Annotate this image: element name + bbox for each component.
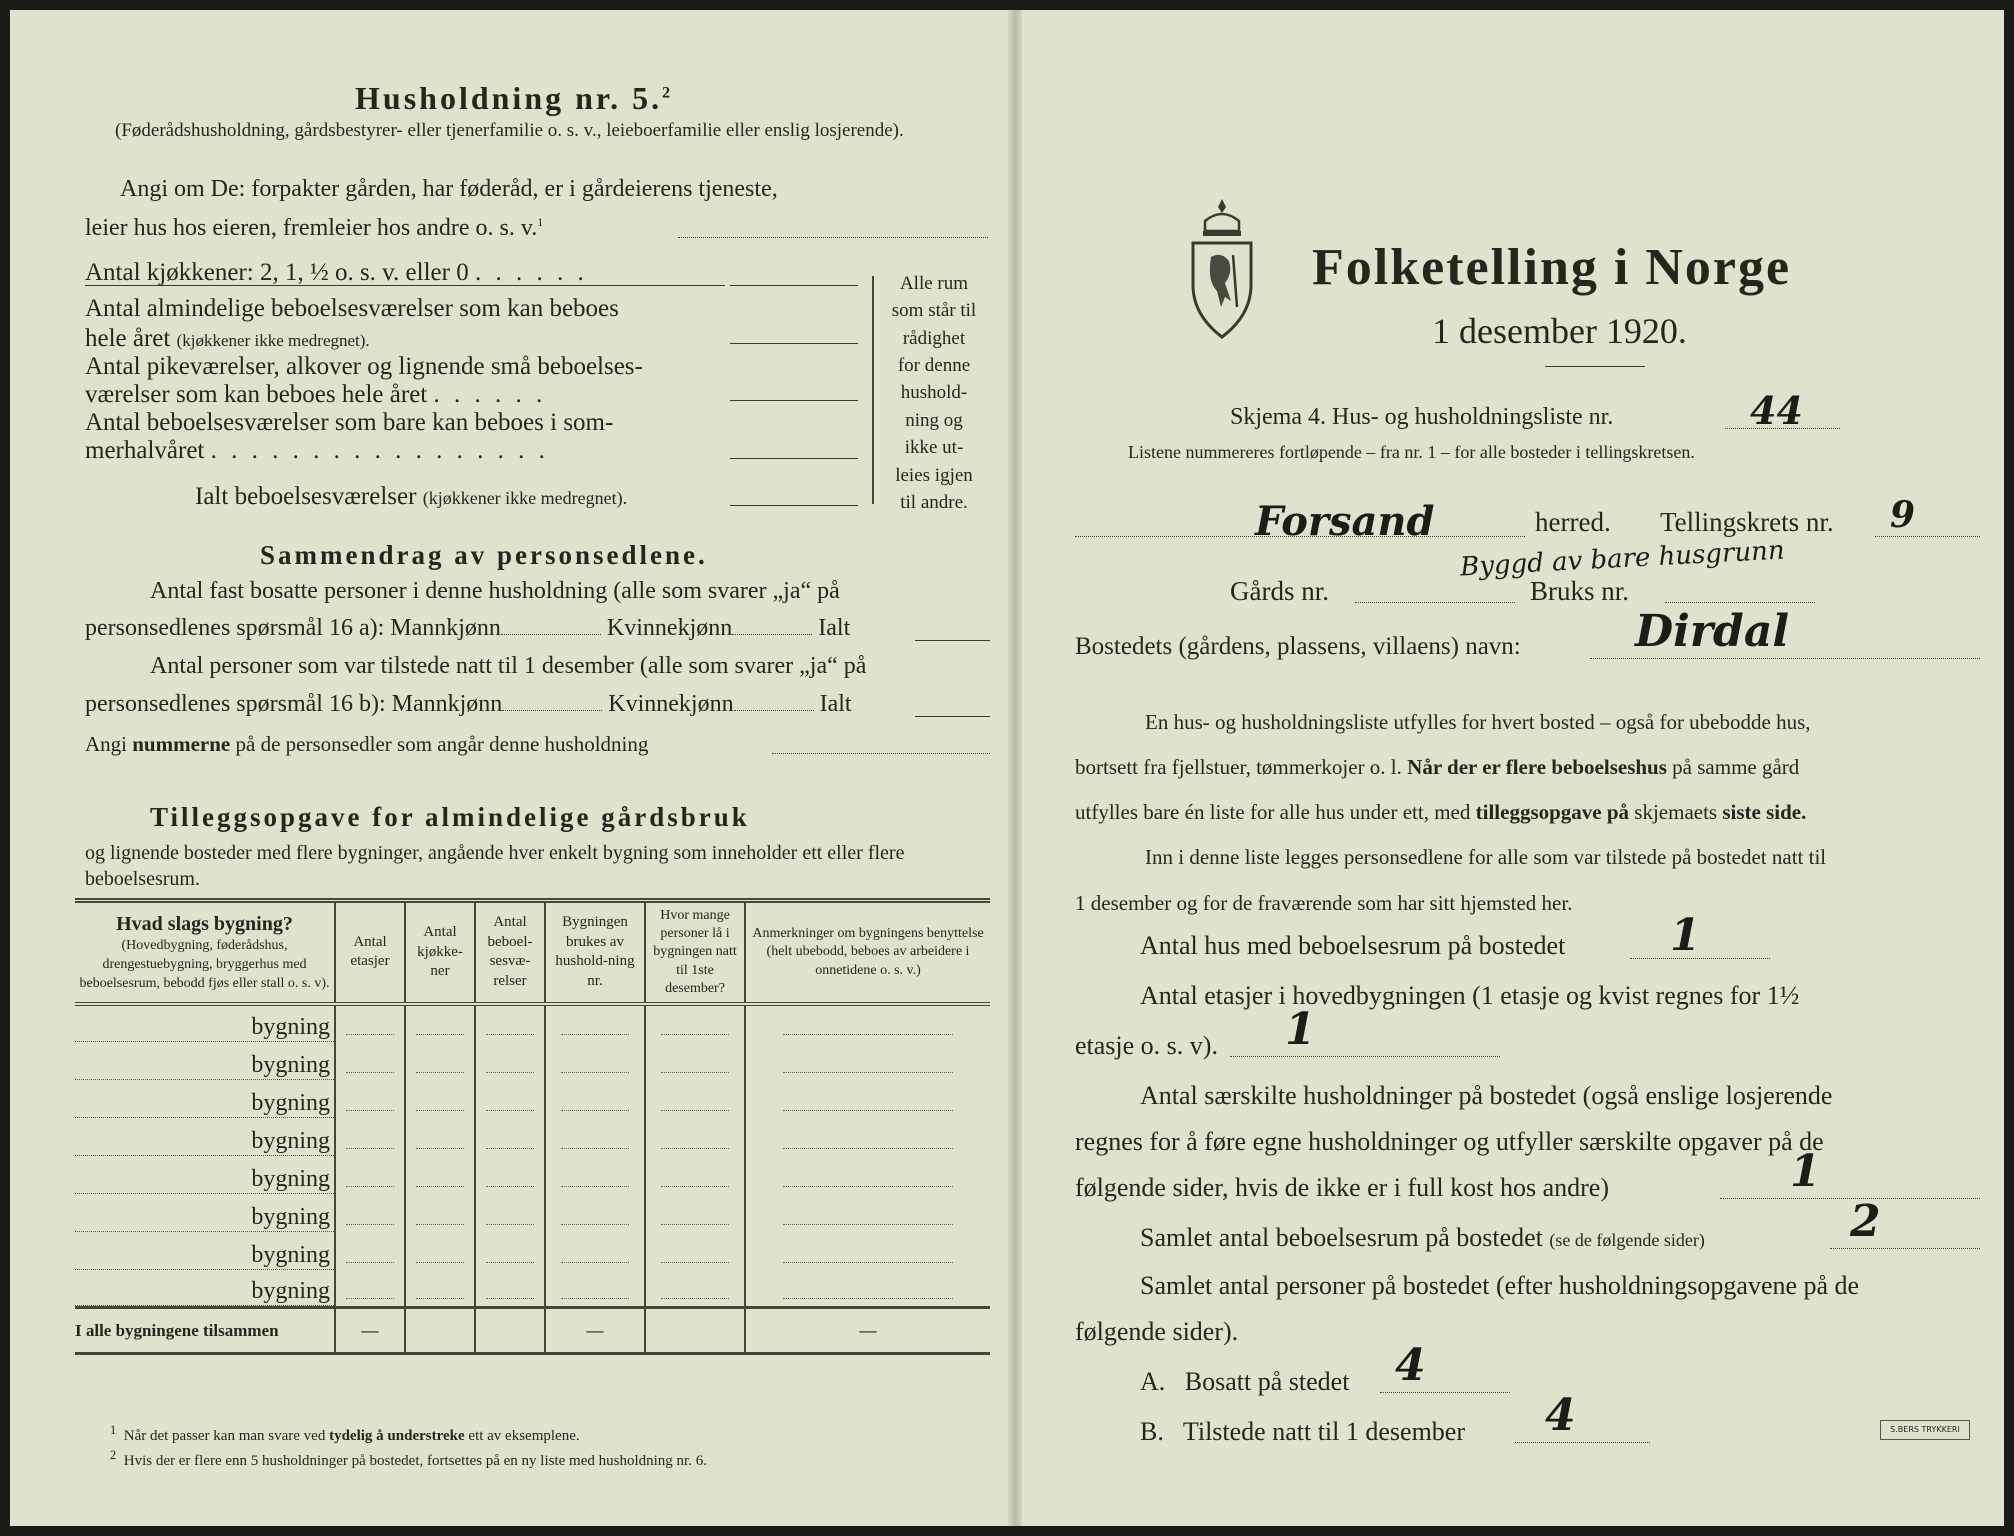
building-label: bygning: [75, 1166, 334, 1194]
buildings-table-body: [75, 1004, 990, 1308]
krets-value: 9: [1890, 494, 1916, 536]
listene-note: Listene nummereres fortløpende – fra nr. 1 – for alle bosteder i tellingskretsen.: [1128, 442, 1695, 462]
fill-line: [416, 1186, 464, 1187]
fill-line: [346, 1072, 394, 1073]
building-type-cell[interactable]: [75, 1232, 335, 1270]
building-row: [75, 1232, 990, 1270]
fill-line: [346, 1298, 394, 1299]
fill-line: [346, 1110, 394, 1111]
fill-line: [416, 1110, 464, 1111]
nummere-answer-line[interactable]: [772, 753, 990, 754]
building-row: [75, 1270, 990, 1308]
building-label: bygning: [75, 1242, 334, 1270]
bruks-line[interactable]: [1665, 602, 1815, 603]
fill-line: [346, 1224, 394, 1225]
bruks-label: Bruks nr.: [1530, 576, 1630, 606]
krets-label: Tellingskrets nr.: [1660, 507, 1834, 537]
fill-line: [783, 1034, 954, 1035]
building-etasjer-cell[interactable]: [335, 1270, 405, 1308]
fill-line: [661, 1034, 730, 1035]
building-etasjer-cell[interactable]: [335, 1232, 405, 1270]
fill-line: [561, 1298, 630, 1299]
fill-line: [486, 1224, 534, 1225]
building-brukes-av-cell[interactable]: [545, 1232, 645, 1270]
building-personer-cell[interactable]: [645, 1042, 745, 1080]
alm-rooms-answer-line[interactable]: [730, 343, 858, 344]
building-etasjer-cell[interactable]: [335, 1004, 405, 1042]
summer-rooms-line2: merhalvåret . . . . . . . . . . . . . . . . .: [85, 437, 549, 464]
building-row: [75, 1004, 990, 1042]
building-anmerkninger-cell[interactable]: [745, 1270, 990, 1308]
summer-rooms-line1: Antal beboelsesværelser som bare kan beboes i som-: [85, 409, 614, 436]
building-anmerkninger-cell[interactable]: [745, 1042, 990, 1080]
building-beboelsesvaerelser-cell[interactable]: [475, 1080, 545, 1118]
building-row: [75, 1080, 990, 1118]
q-etasjer-line2: etasje o. s. v).: [1075, 1031, 1218, 1060]
fill-line: [561, 1072, 630, 1073]
building-kjokkener-cell[interactable]: [405, 1080, 475, 1118]
fill-line: [486, 1072, 534, 1073]
fast-total-line[interactable]: [915, 640, 990, 641]
fill-line: [416, 1224, 464, 1225]
instructions: En hus- og husholdningsliste utfylles for hvert bosted – også for ubebodde hus, bortsett fra fjellstuer, tømmerkojer o. l. Når der er flere beboelseshus på samme gård utfylles bare én liste for alle hus under ett, med tilleggsopgave på skjemaets siste side. Inn i denne liste legges personsedlene for alle som var tilstede på bostedet natt til 1 desember og for de fraværende som har sitt hjemsted her.: [1075, 710, 1827, 915]
building-anmerkninger-cell[interactable]: [745, 1194, 990, 1232]
bosted-value: Dirdal: [1635, 606, 1790, 657]
fill-line: [783, 1186, 954, 1187]
building-beboelsesvaerelser-cell[interactable]: [475, 1156, 545, 1194]
building-personer-cell[interactable]: [645, 1232, 745, 1270]
pike-rooms-line1: Antal pikeværelser, alkover og lignende små beboelses-: [85, 353, 643, 380]
fill-line: [346, 1148, 394, 1149]
building-brukes-av-cell[interactable]: [545, 1270, 645, 1308]
building-etasjer-cell[interactable]: [335, 1194, 405, 1232]
summary-heading: Sammendrag av personsedlene.: [260, 540, 708, 570]
building-etasjer-cell[interactable]: [335, 1156, 405, 1194]
fill-line: [346, 1034, 394, 1035]
building-label: bygning: [75, 1128, 334, 1156]
building-personer-cell[interactable]: [645, 1156, 745, 1194]
printer-stamp: S.BERS TRYKKERI: [1880, 1420, 1970, 1440]
summary-fast-line1: Antal fast bosatte personer i denne husholdning (alle som svarer „ja“ på: [150, 578, 840, 604]
total-rooms-answer-line[interactable]: [730, 505, 858, 506]
fill-line: [661, 1186, 730, 1187]
fill-line: [783, 1072, 954, 1073]
building-anmerkninger-cell[interactable]: [745, 1232, 990, 1270]
building-anmerkninger-cell[interactable]: [745, 1156, 990, 1194]
building-anmerkninger-cell[interactable]: [745, 1118, 990, 1156]
census-sheet: [10, 10, 2004, 1526]
total-anmerkninger: —: [859, 1320, 877, 1340]
col-header-etasjer: Antal etasjer: [335, 901, 405, 1004]
q-sarskilte-line3: følgende sider, hvis de ikke er i full kost hos andre): [1075, 1173, 1609, 1202]
fill-line: [561, 1186, 630, 1187]
building-label: bygning: [75, 1014, 334, 1042]
footnote-2: $^2$ Hvis der er flere enn 5 husholdninger på bostedet, fortsettes på en ny liste med husholdning nr. 6.: [110, 1447, 707, 1469]
pike-rooms-answer-line[interactable]: [730, 400, 858, 401]
building-kjokkener-cell[interactable]: [405, 1232, 475, 1270]
fill-line: [416, 1148, 464, 1149]
building-etasjer-cell[interactable]: [335, 1080, 405, 1118]
q-sarskilte-line1: Antal særskilte husholdninger på bostedet (også enslige losjerende: [1140, 1081, 1833, 1110]
total-label: I alle bygningene tilsammen: [75, 1308, 335, 1354]
building-kjokkener-cell[interactable]: [405, 1270, 475, 1308]
fill-line: [661, 1148, 730, 1149]
q-sarskilte-line2: regnes for å føre egne husholdninger og utfyller særskilte opgaver på de: [1075, 1127, 1824, 1156]
building-label: bygning: [75, 1052, 334, 1080]
kitchens-underline: [85, 285, 725, 286]
q-bosatt-line[interactable]: [1380, 1392, 1510, 1393]
q-etasjer-line[interactable]: [1230, 1056, 1500, 1057]
building-type-cell[interactable]: [75, 1194, 335, 1232]
building-beboelsesvaerelser-cell[interactable]: [475, 1194, 545, 1232]
fill-line: [486, 1148, 534, 1149]
footnote-1: $^1$ Når det passer kan man svare ved tydelig å understreke ett av eksemplene.: [110, 1423, 580, 1444]
q-bosatt: A. Bosatt på stedet: [1140, 1367, 1350, 1396]
coat-of-arms-icon: [1185, 195, 1259, 345]
col-header-beboelsesvaerelser: Antal beboel-sesvæ-relser: [475, 901, 545, 1004]
building-personer-cell[interactable]: [645, 1004, 745, 1042]
herred-value: Forsand: [1255, 498, 1435, 545]
building-anmerkninger-cell[interactable]: [745, 1080, 990, 1118]
fill-line: [661, 1298, 730, 1299]
fill-line: [783, 1148, 954, 1149]
building-kjokkener-cell[interactable]: [405, 1194, 475, 1232]
building-kjokkener-cell[interactable]: [405, 1118, 475, 1156]
fill-line: [561, 1262, 630, 1263]
kitchens-answer-line[interactable]: [730, 285, 858, 286]
building-type-cell[interactable]: [75, 1270, 335, 1308]
building-brukes-av-cell[interactable]: [545, 1118, 645, 1156]
tillegg-subtitle: og lignende bosteder med flere bygninger, angående hver enkelt bygning som inneholder ett eller flere beboelsesrum.: [85, 842, 905, 890]
total-beboelsesvaerelser: [475, 1308, 545, 1354]
building-personer-cell[interactable]: [645, 1080, 745, 1118]
q-samlet-rum: Samlet antal beboelsesrum på bostedet (se de følgende sider): [1140, 1223, 1705, 1252]
fill-line: [661, 1224, 730, 1225]
bosted-label: Bostedets (gårdens, plassens, villaens) navn:: [1075, 633, 1521, 660]
q-tilstede: B. Tilstede natt til 1 desember: [1140, 1417, 1465, 1446]
tilstede-total-line[interactable]: [915, 716, 990, 717]
building-personer-cell[interactable]: [645, 1194, 745, 1232]
question-angi-line1: Angi om De: forpakter gården, har føderåd, er i gårdeierens tjeneste,: [120, 176, 778, 202]
fill-line: [416, 1072, 464, 1073]
rooms-brace: [872, 276, 874, 504]
fill-line: [486, 1186, 534, 1187]
total-etasjer: —: [335, 1308, 405, 1354]
household-subtitle: (Føderådshusholdning, gårdsbestyrer- eller tjenerfamilie o. s. v., leieboerfamilie eller enslig losjerende).: [115, 120, 904, 141]
col-header-brukes-av: Bygningen brukes av hushold-ning nr.: [545, 901, 645, 1004]
building-beboelsesvaerelser-cell[interactable]: [475, 1042, 545, 1080]
building-personer-cell[interactable]: [645, 1118, 745, 1156]
answer-line-angi[interactable]: [678, 237, 988, 238]
building-beboelsesvaerelser-cell[interactable]: [475, 1118, 545, 1156]
building-label: bygning: [75, 1204, 334, 1232]
summary-fast-line2: personsedlenes spørsmål 16 a): Mannkjønn Kvinnekjønn Ialt: [85, 615, 851, 641]
rooms-side-note: Alle rum som står til rådighet for denne hushold- ning og ikke ut- leies igjen til andre.: [891, 273, 977, 513]
building-brukes-av-cell[interactable]: [545, 1042, 645, 1080]
q-samlet-rum-line[interactable]: [1830, 1248, 1980, 1249]
skjema-label: Skjema 4. Hus- og husholdningsliste nr.: [1230, 404, 1614, 430]
fill-line: [486, 1110, 534, 1111]
fill-line: [661, 1110, 730, 1111]
building-label: bygning: [75, 1090, 334, 1118]
summer-rooms-answer-line[interactable]: [730, 458, 858, 459]
fill-line: [486, 1298, 534, 1299]
fill-line: [346, 1262, 394, 1263]
pike-rooms-line2: værelser som kan beboes hele året . . . . . .: [85, 381, 547, 408]
gards-line[interactable]: [1355, 602, 1515, 603]
building-beboelsesvaerelser-cell[interactable]: [475, 1232, 545, 1270]
total-brukes-av: —: [545, 1308, 645, 1354]
buildings-total-row: [75, 1308, 990, 1354]
right-page: [1020, 10, 2004, 1526]
census-date: 1 desember 1920.: [1432, 311, 1687, 351]
col-header-anmerkninger: Anmerkninger om bygningens benyttelse (helt ubebodd, beboes av arbeidere i onnetidene o. s. v.): [752, 926, 984, 978]
census-title: Folketelling i Norge: [1312, 239, 1792, 296]
buildings-table: [75, 898, 990, 1355]
q-samlet-pers-line2: følgende sider).: [1075, 1317, 1239, 1346]
left-page: [10, 10, 1010, 1526]
building-row: [75, 1042, 990, 1080]
col-header-bygning: Hvad slags bygning? (Hovedbygning, føderådshus, drengestuebygning, bryggerhus med beboelsesrum, bebodd fjøs eller stall o. s. v).: [75, 901, 335, 1004]
building-type-cell[interactable]: [75, 1156, 335, 1194]
building-brukes-av-cell[interactable]: [545, 1156, 645, 1194]
fill-line: [661, 1072, 730, 1073]
col-header-personer: Hvor mange personer lå i bygningen natt til 1ste desember?: [645, 901, 745, 1004]
title-divider: [1545, 366, 1645, 367]
building-row: [75, 1194, 990, 1232]
total-personer: [645, 1308, 745, 1354]
summary-tilstede-line1: Antal personer som var tilstede natt til 1 desember (alle som svarer „ja“ på: [150, 653, 867, 679]
building-type-cell[interactable]: [75, 1042, 335, 1080]
building-etasjer-cell[interactable]: [335, 1118, 405, 1156]
fill-line: [661, 1262, 730, 1263]
footnotes: [110, 1422, 707, 1471]
building-kjokkener-cell[interactable]: [405, 1042, 475, 1080]
building-type-cell[interactable]: [75, 1004, 335, 1042]
building-beboelsesvaerelser-cell[interactable]: [475, 1270, 545, 1308]
building-label: bygning: [75, 1278, 334, 1306]
q-etasjer-value: 1: [1285, 1004, 1316, 1055]
building-type-cell[interactable]: [75, 1080, 335, 1118]
col-header-kjokkener: Antal kjøkke-ner: [405, 901, 475, 1004]
building-kjokkener-cell[interactable]: [405, 1156, 475, 1194]
fill-line: [783, 1298, 954, 1299]
fill-line: [346, 1186, 394, 1187]
building-anmerkninger-cell[interactable]: [745, 1004, 990, 1042]
building-etasjer-cell[interactable]: [335, 1042, 405, 1080]
fill-line: [561, 1224, 630, 1225]
fill-line: [486, 1034, 534, 1035]
fill-line: [561, 1148, 630, 1149]
alm-rooms-line2: hele året (kjøkkener ikke medregnet).: [85, 325, 370, 352]
total-rooms-line: Ialt beboelsesværelser (kjøkkener ikke medregnet).: [195, 483, 628, 510]
q-sarskilte-value: 1: [1790, 1146, 1821, 1197]
bosted-line[interactable]: [1590, 658, 1980, 659]
building-type-cell[interactable]: [75, 1118, 335, 1156]
building-beboelsesvaerelser-cell[interactable]: [475, 1004, 545, 1042]
krets-line[interactable]: [1875, 536, 1980, 537]
fill-line: [416, 1034, 464, 1035]
fill-line: [783, 1110, 954, 1111]
q-etasjer-line1: Antal etasjer i hovedbygningen (1 etasje og kvist regnes for 1½: [1140, 981, 1800, 1010]
household-title: Husholdning nr. 5.$^2$: [355, 80, 674, 116]
q-bosatt-value: 4: [1395, 1340, 1426, 1391]
building-row: [75, 1156, 990, 1194]
building-row: [75, 1118, 990, 1156]
fill-line: [416, 1262, 464, 1263]
q-tilstede-value: 4: [1545, 1390, 1576, 1441]
fill-line: [416, 1298, 464, 1299]
gards-label: Gårds nr.: [1230, 576, 1329, 606]
q-samlet-rum-value: 2: [1850, 1196, 1881, 1247]
building-brukes-av-cell[interactable]: [545, 1004, 645, 1042]
kitchens-question: Antal kjøkkener: 2, 1, ½ o. s. v. eller 0 . . . . . .: [85, 259, 588, 286]
fill-line: [486, 1262, 534, 1263]
q-samlet-pers-line1: Samlet antal personer på bostedet (efter husholdningsopgavene på de: [1140, 1271, 1860, 1300]
alm-rooms-line1: Antal almindelige beboelsesværelser som kan beboes: [85, 295, 619, 322]
question-angi-line2: leier hus hos eieren, fremleier hos andre o. s. v.$^1$: [85, 215, 544, 241]
handwritten-note: Byggd av bare husgrunn: [1459, 535, 1786, 583]
q-tilstede-line[interactable]: [1515, 1442, 1650, 1443]
fill-line: [783, 1262, 954, 1263]
building-brukes-av-cell[interactable]: [545, 1194, 645, 1232]
tillegg-heading: Tilleggsopgave for almindelige gårdsbruk: [150, 802, 750, 832]
total-kjokkener: [405, 1308, 475, 1354]
fill-line: [783, 1224, 954, 1225]
q-hus-value: 1: [1670, 910, 1701, 961]
summary-nummere-line: Angi nummerne på de personsedler som angår denne husholdning: [85, 732, 649, 756]
building-brukes-av-cell[interactable]: [545, 1080, 645, 1118]
fill-line: [561, 1110, 630, 1111]
building-kjokkener-cell[interactable]: [405, 1004, 475, 1042]
building-personer-cell[interactable]: [645, 1270, 745, 1308]
summary-tilstede-line2: personsedlenes spørsmål 16 b): Mannkjønn Kvinnekjønn Ialt: [85, 691, 852, 717]
q-hus: Antal hus med beboelsesrum på bostedet: [1140, 931, 1566, 960]
buildings-table-header: [75, 901, 990, 1004]
herred-label: herred.: [1535, 507, 1611, 537]
fill-line: [561, 1034, 630, 1035]
skjema-number-value: 44: [1750, 388, 1803, 433]
